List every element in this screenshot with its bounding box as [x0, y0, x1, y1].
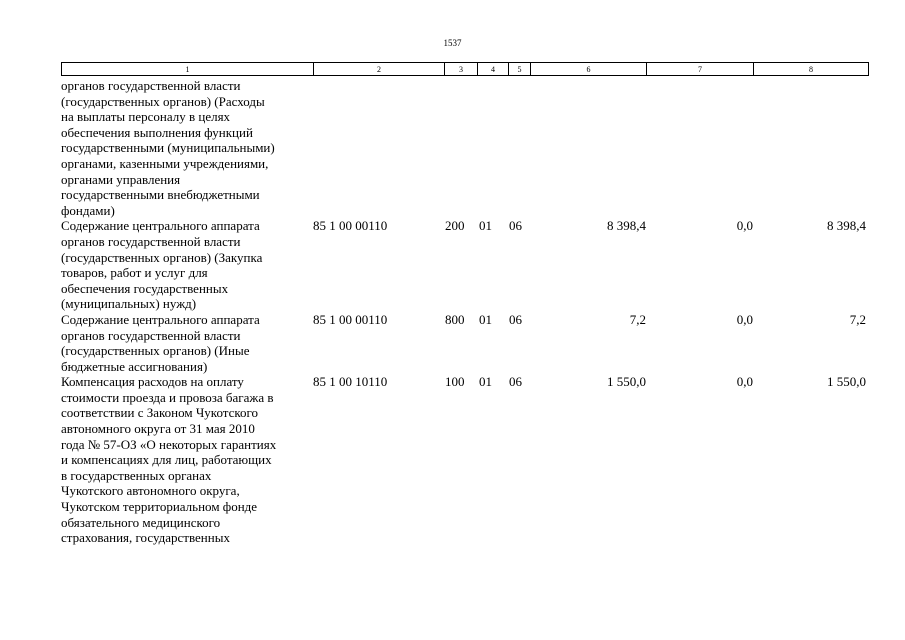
table-column-numbers [61, 62, 869, 76]
table-row [61, 312, 868, 374]
expense-type-code: 100 [445, 374, 465, 390]
budget-table-body [61, 78, 868, 546]
amount-column-7: 0,0 [736, 374, 753, 390]
section-code: 01 [479, 218, 492, 234]
expense-type-code: 200 [445, 218, 465, 234]
column-number-8: 8 [754, 63, 869, 76]
column-number-2: 2 [314, 63, 445, 76]
subsection-code: 06 [509, 374, 522, 390]
amount-column-6: 1 550,0 [607, 374, 646, 390]
column-number-5: 5 [509, 63, 531, 76]
amount-column-8: 7,2 [849, 311, 866, 327]
table-row [61, 78, 868, 218]
column-number-7: 7 [647, 63, 754, 76]
amount-column-8: 1 550,0 [827, 374, 866, 390]
subsection-code: 06 [509, 311, 522, 327]
amount-column-7: 0,0 [736, 218, 753, 234]
page-number: 1537 [443, 38, 462, 48]
target-article-code: 85 1 00 00110 [313, 311, 388, 327]
amount-column-8: 8 398,4 [827, 218, 866, 234]
row-description: Содержание центрального аппарата органов государственной власти (государственных органов) (Иные бюджетные ассигнования) [61, 311, 260, 374]
table-row [61, 374, 868, 546]
column-number-3: 3 [445, 63, 478, 76]
column-number-6: 6 [531, 63, 647, 76]
subsection-code: 06 [509, 218, 522, 234]
section-code: 01 [479, 374, 492, 390]
amount-column-6: 8 398,4 [607, 218, 646, 234]
table-row [61, 218, 868, 312]
row-description: Компенсация расходов на оплату стоимости проезда и провоза багажа в соответствии с Законом Чукотского автономного округа от 31 мая 2010 года № 57-ОЗ «О некоторых гарантиях и компенсациях для лиц, работающих в государственных органах Чукотского автономного округа, Чукотском территориальном фонде обязательного медицинского страхования, государственных [61, 374, 277, 546]
expense-type-code: 800 [445, 311, 465, 327]
amount-column-7: 0,0 [736, 311, 753, 327]
column-number-4: 4 [478, 63, 509, 76]
row-description: органов государственной власти (государственных органов) (Расходы на выплаты персоналу в целях обеспечения выполнения функций государственными (муниципальными) органами, казенными учреждениями, органами управления государственными внебюджетными фондами) [61, 78, 275, 218]
section-code: 01 [479, 311, 492, 327]
amount-column-6: 7,2 [629, 311, 646, 327]
target-article-code: 85 1 00 10110 [313, 374, 388, 390]
target-article-code: 85 1 00 00110 [313, 218, 388, 234]
row-description: Содержание центрального аппарата органов государственной власти (государственных органов) (Закупка товаров, работ и услуг для обеспечения государственных (муниципальных) нужд) [61, 218, 263, 312]
column-number-1: 1 [62, 63, 314, 76]
